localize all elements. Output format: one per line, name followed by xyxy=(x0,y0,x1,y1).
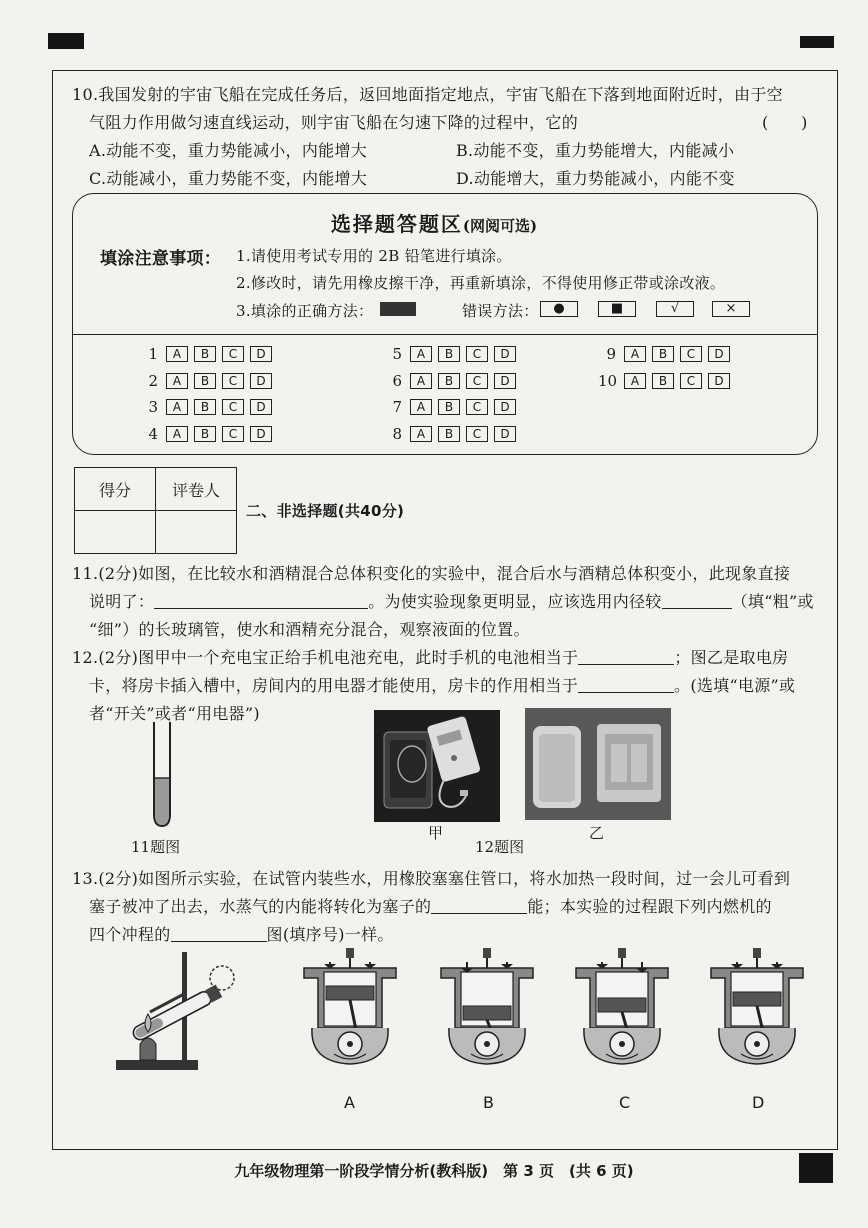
section2-title: 二、非选择题(共40分) xyxy=(246,502,405,520)
note-3-wrong: 错误方法： xyxy=(462,302,539,320)
heating-apparatus-figure xyxy=(110,948,236,1078)
answer-row-5 xyxy=(384,345,522,363)
answer-row-number: 4 xyxy=(148,425,158,443)
answer-row-10 xyxy=(598,372,736,390)
bubble-4-d[interactable]: D xyxy=(250,426,272,442)
tube-figure xyxy=(142,722,182,830)
q11-blank-1[interactable] xyxy=(154,592,368,609)
answer-row-2 xyxy=(140,372,278,390)
page-footer: 九年级物理第一阶段学情分析(教科版) 第 3 页 (共 6 页) xyxy=(234,1162,634,1180)
q10-answer-bracket: ( ) xyxy=(762,113,808,132)
notes-label: 填涂注意事项： xyxy=(100,249,222,269)
bubble-1-b[interactable]: B xyxy=(194,346,216,362)
answer-row-9 xyxy=(598,345,736,363)
answer-row-number: 6 xyxy=(392,372,402,390)
answer-row-number: 2 xyxy=(148,372,158,390)
fig12-jia-label: 甲 xyxy=(428,824,444,842)
score-table xyxy=(74,467,237,554)
answer-row-number: 9 xyxy=(606,345,616,363)
bubble-7-a[interactable]: A xyxy=(410,399,432,415)
wrong-mark-square: ■ xyxy=(598,301,636,317)
q13-blank-1[interactable] xyxy=(431,897,527,914)
answer-row-4 xyxy=(140,425,278,443)
bubble-4-b[interactable]: B xyxy=(194,426,216,442)
answer-area-divider xyxy=(72,334,818,335)
bubble-10-a[interactable]: A xyxy=(624,373,646,389)
bubble-8-d[interactable]: D xyxy=(494,426,516,442)
grader-header: 评卷人 xyxy=(156,468,237,511)
bubble-7-b[interactable]: B xyxy=(438,399,460,415)
bubble-5-d[interactable]: D xyxy=(494,346,516,362)
q11-line3: “细”）的长玻璃管，使水和酒精充分混合，观察液面的位置。 xyxy=(89,620,530,639)
q11-line2-c: （填“粗”或 xyxy=(731,592,814,611)
q11-blank-2[interactable] xyxy=(662,592,732,609)
bubble-6-a[interactable]: A xyxy=(410,373,432,389)
wrong-mark-check: √ xyxy=(656,301,694,317)
q10-option-a: A.动能不变，重力势能减小，内能增大 xyxy=(89,141,368,160)
bubble-10-c[interactable]: C xyxy=(680,373,702,389)
q13-line3-b: 图(填序号)一样。 xyxy=(266,925,394,944)
note-2: 2.修改时，请先用橡皮擦干净，再重新填涂，不得使用修正带或涂改液。 xyxy=(236,274,726,292)
q13-line3-a: 四个冲程的 xyxy=(89,925,171,944)
answer-row-number: 3 xyxy=(148,398,158,416)
bubble-6-d[interactable]: D xyxy=(494,373,516,389)
q10-option-d: D.动能增大，重力势能减小，内能不变 xyxy=(456,169,735,188)
score-cell xyxy=(75,511,156,554)
bubble-8-a[interactable]: A xyxy=(410,426,432,442)
registration-mark-top-left xyxy=(48,33,84,49)
bubble-9-a[interactable]: A xyxy=(624,346,646,362)
engine-diagram-c xyxy=(572,948,672,1066)
bubble-1-a[interactable]: A xyxy=(166,346,188,362)
bubble-2-c[interactable]: C xyxy=(222,373,244,389)
q10-stem-line2: 气阻力作用做匀速直线运动，则宇宙飞船在匀速下降的过程中，它的 xyxy=(89,113,579,132)
bubble-8-c[interactable]: C xyxy=(466,426,488,442)
q13-line2 xyxy=(89,894,772,917)
q10-option-b: B.动能不变，重力势能增大，内能减小 xyxy=(456,141,735,160)
bubble-7-c[interactable]: C xyxy=(466,399,488,415)
answer-row-number: 5 xyxy=(392,345,402,363)
q12-line1-b: ；图乙是取电房 xyxy=(674,648,789,667)
engine-label-b: B xyxy=(483,1093,494,1112)
answer-area-title xyxy=(0,208,868,237)
engine-label-a: A xyxy=(344,1093,355,1112)
bubble-4-c[interactable]: C xyxy=(222,426,244,442)
bubble-5-b[interactable]: B xyxy=(438,346,460,362)
bubble-10-d[interactable]: D xyxy=(708,373,730,389)
bubble-6-c[interactable]: C xyxy=(466,373,488,389)
fig11-caption: 11题图 xyxy=(131,838,181,856)
q10-option-c: C.动能减小，重力势能不变，内能增大 xyxy=(89,169,368,188)
bubble-2-a[interactable]: A xyxy=(166,373,188,389)
answer-area-title-text: 选择题答题区 xyxy=(330,212,463,236)
bubble-8-b[interactable]: B xyxy=(438,426,460,442)
q11-line2-a: 说明了： xyxy=(89,592,155,611)
fig12-caption: 12题图 xyxy=(475,838,525,856)
q13-blank-2[interactable] xyxy=(171,925,267,942)
bubble-1-c[interactable]: C xyxy=(222,346,244,362)
bubble-9-b[interactable]: B xyxy=(652,346,674,362)
note-1: 1.请使用考试专用的 2B 铅笔进行填涂。 xyxy=(236,247,512,265)
q11-line2-b: 。为使实验现象更明显，应该选用内径较 xyxy=(368,592,662,611)
engine-label-c: C xyxy=(619,1093,631,1112)
registration-mark-top-right xyxy=(800,36,834,48)
correct-fill-sample xyxy=(380,302,416,316)
bubble-3-d[interactable]: D xyxy=(250,399,272,415)
bubble-5-a[interactable]: A xyxy=(410,346,432,362)
q13-line1: 13.(2分)如图所示实验，在试管内装些水，用橡胶塞塞住管口，将水加热一段时间，过一会儿可看到 xyxy=(72,869,791,888)
bubble-9-d[interactable]: D xyxy=(708,346,730,362)
fig12-yi-label: 乙 xyxy=(589,824,605,842)
q13-line2-b: 能；本实验的过程跟下列内燃机的 xyxy=(527,897,772,916)
q12-line2-a: 卡，将房卡插入槽中，房间内的用电器才能使用，房卡的作用相当于 xyxy=(89,676,579,695)
bubble-4-a[interactable]: A xyxy=(166,426,188,442)
bubble-3-c[interactable]: C xyxy=(222,399,244,415)
power-bank-photo xyxy=(374,710,500,822)
bubble-7-d[interactable]: D xyxy=(494,399,516,415)
q12-line1-a: 12.(2分)图甲中一个充电宝正给手机电池充电，此时手机的电池相当于 xyxy=(72,648,579,667)
answer-row-number: 8 xyxy=(392,425,402,443)
q11-line2 xyxy=(89,589,814,612)
bubble-6-b[interactable]: B xyxy=(438,373,460,389)
engine-label-d: D xyxy=(752,1093,765,1112)
answer-row-6 xyxy=(384,372,522,390)
answer-row-number: 10 xyxy=(598,372,618,390)
grader-cell xyxy=(156,511,237,554)
q10-stem-line1: 10.我国发射的宇宙飞船在完成任务后，返回地面指定地点，宇宙飞船在下落到地面附近时，由于空 xyxy=(72,85,783,104)
q12-line2 xyxy=(89,673,795,696)
q11-line1: 11.(2分)如图，在比较水和酒精混合总体积变化的实验中，混合后水与酒精总体积变小，此现象直接 xyxy=(72,564,791,583)
answer-row-number: 7 xyxy=(392,398,402,416)
q12-blank-2[interactable] xyxy=(578,676,674,693)
answer-row-1 xyxy=(140,345,278,363)
wrong-mark-cross: × xyxy=(712,301,750,317)
q12-blank-1[interactable] xyxy=(578,648,674,665)
engine-diagram-b xyxy=(437,948,537,1066)
answer-row-3 xyxy=(140,398,278,416)
bubble-2-b[interactable]: B xyxy=(194,373,216,389)
note-3-correct: 3.填涂的正确方法： xyxy=(236,302,374,320)
q12-line3: 者“开关”或者“用电器”) xyxy=(89,704,260,723)
engine-diagram-d xyxy=(707,948,807,1066)
score-header: 得分 xyxy=(75,468,156,511)
answer-row-7 xyxy=(384,398,522,416)
q12-line2-b: 。(选填“电源”或 xyxy=(674,676,796,695)
bubble-5-c[interactable]: C xyxy=(466,346,488,362)
room-card-slot-photo xyxy=(525,708,671,820)
bubble-3-b[interactable]: B xyxy=(194,399,216,415)
q13-line2-a: 塞子被冲了出去，水蒸气的内能将转化为塞子的 xyxy=(89,897,432,916)
wrong-mark-dot: ● xyxy=(540,301,578,317)
answer-row-number: 1 xyxy=(148,345,158,363)
bubble-2-d[interactable]: D xyxy=(250,373,272,389)
bubble-1-d[interactable]: D xyxy=(250,346,272,362)
engine-diagram-a xyxy=(300,948,400,1066)
answer-area-subtitle: (网阅可选) xyxy=(462,217,538,235)
answer-row-8 xyxy=(384,425,522,443)
bubble-10-b[interactable]: B xyxy=(652,373,674,389)
q12-line1 xyxy=(72,645,788,668)
q13-line3 xyxy=(89,922,394,945)
bubble-3-a[interactable]: A xyxy=(166,399,188,415)
bubble-9-c[interactable]: C xyxy=(680,346,702,362)
